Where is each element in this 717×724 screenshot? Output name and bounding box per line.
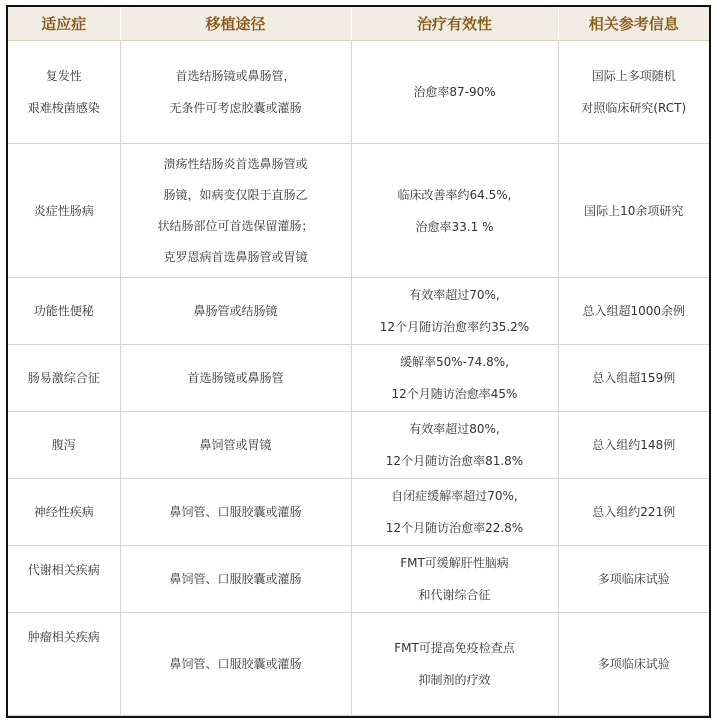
indication-cell [8, 345, 120, 412]
cell-text-line: 功能性便秘 [33, 304, 94, 318]
indication-cell-content [11, 278, 117, 344]
route-cell [120, 546, 351, 613]
cell-text-line: 鼻饲管、口服胶囊或灌肠 [169, 657, 302, 671]
cell-text-line: 12个月随访治愈率约35.2% [379, 320, 530, 334]
efficacy-cell [351, 479, 558, 546]
reference-cell-content [562, 278, 707, 344]
cell-text-line: 肠镜，如病变仅限于直肠乙 [163, 187, 308, 202]
cell-text-line: 12个月随访治愈率45% [391, 387, 518, 401]
route-cell-content [124, 479, 348, 545]
efficacy-cell [351, 613, 558, 716]
cell-text-line: 有效率超过70%, [409, 288, 500, 302]
route-cell-content [124, 412, 348, 478]
fmt-indication-table [8, 7, 709, 716]
indication-cell-content [11, 613, 117, 715]
cell-text-line: 首选结肠镜或鼻肠管， [175, 69, 296, 83]
route-cell-content [124, 345, 348, 411]
header-row [8, 7, 709, 41]
indication-cell [8, 144, 120, 278]
table-row [8, 613, 709, 716]
cell-text-line: 治愈率33.1 % [415, 219, 494, 234]
efficacy-cell-content [355, 278, 555, 344]
indication-cell-content [11, 479, 117, 545]
cell-text-line: 溃疡性结肠炎首选鼻肠管或 [163, 156, 308, 171]
efficacy-cell [351, 412, 558, 479]
cell-text-line: 12个月随访治愈率81.8% [385, 454, 524, 468]
cell-text-line: 多项临床试验 [597, 657, 670, 671]
cell-text-line: 状结肠部位可首选保留灌肠； [157, 218, 314, 233]
cell-text-line: 肠易激综合征 [27, 371, 100, 385]
indication-cell [8, 278, 120, 345]
route-cell [120, 345, 351, 412]
reference-cell-content [562, 144, 707, 277]
cell-text-line: 对照临床研究(RCT) [581, 101, 687, 115]
table-row [8, 546, 709, 613]
cell-text-line: 12个月随访治愈率22.8% [385, 521, 524, 535]
cell-text-line: 克罗恩病首选鼻肠管或胃镜 [163, 249, 308, 264]
cell-text-line: 复发性 [45, 69, 82, 83]
cell-text-line: 鼻饲管、口服胶囊或灌肠 [169, 572, 302, 586]
cell-text-line: 鼻饲管、口服胶囊或灌肠 [169, 505, 302, 519]
efficacy-cell [351, 278, 558, 345]
reference-cell [558, 41, 709, 144]
header-reference: 相关参考信息 [558, 7, 709, 41]
cell-text-line: 总入组超159例 [592, 371, 676, 385]
cell-text-line: 抑制剂的疗效 [418, 673, 491, 687]
route-cell [120, 144, 351, 278]
route-cell [120, 278, 351, 345]
cell-text-line: 国际上10余项研究 [584, 203, 684, 218]
indication-cell-content [11, 345, 117, 411]
efficacy-cell-content [355, 345, 555, 411]
cell-text-line: 有效率超过80%, [409, 422, 500, 436]
table-row [8, 479, 709, 546]
cell-text-line: 治愈率87-90% [413, 85, 496, 99]
indication-cell-content [11, 412, 117, 478]
table-row [8, 41, 709, 144]
cell-text-line: 总入组约221例 [592, 505, 676, 519]
efficacy-cell-content [355, 613, 555, 715]
route-cell-content [124, 613, 348, 715]
indication-cell [8, 412, 120, 479]
cell-text-line: 总入组约148例 [592, 438, 676, 452]
cell-text-line: FMT可提高免疫检查点 [394, 641, 515, 655]
indication-cell-content [11, 41, 117, 143]
reference-cell [558, 345, 709, 412]
cell-text-line: 炎症性肠病 [33, 203, 94, 218]
cell-text-line: 缓解率50%-74.8%, [400, 355, 509, 369]
fmt-indication-table-frame [6, 5, 711, 718]
reference-cell [558, 479, 709, 546]
cell-text-line: 国际上多项随机 [591, 69, 676, 83]
indication-cell-content [11, 144, 117, 277]
header-indication: 适应症 [8, 7, 120, 41]
reference-cell [558, 278, 709, 345]
cell-text-line: 首选肠镜或鼻肠管 [187, 371, 284, 385]
indication-cell [8, 546, 120, 613]
indication-cell [8, 479, 120, 546]
reference-cell-content [562, 613, 707, 715]
header-route: 移植途径 [120, 7, 351, 41]
indication-cell-content [11, 546, 117, 612]
cell-text-line: 腹泻 [51, 438, 76, 452]
route-cell [120, 412, 351, 479]
reference-cell [558, 412, 709, 479]
route-cell [120, 41, 351, 144]
efficacy-cell-content [355, 546, 555, 612]
route-cell [120, 479, 351, 546]
efficacy-cell-content [355, 41, 555, 143]
cell-text-line: 临床改善率约64.5%, [397, 187, 512, 202]
reference-cell-content [562, 412, 707, 478]
header-efficacy: 治疗有效性 [351, 7, 558, 41]
reference-cell-content [562, 546, 707, 612]
reference-cell-content [562, 41, 707, 143]
table-row [8, 278, 709, 345]
reference-cell-content [562, 479, 707, 545]
route-cell-content [124, 144, 348, 277]
route-cell-content [124, 278, 348, 344]
cell-text-line: 和代谢综合征 [418, 588, 491, 602]
reference-cell [558, 546, 709, 613]
route-cell-content [124, 546, 348, 612]
cell-text-line: FMT可缓解肝性脑病 [400, 556, 509, 570]
cell-text-line: 艰难梭菌感染 [27, 101, 100, 115]
table-row [8, 412, 709, 479]
reference-cell [558, 144, 709, 278]
efficacy-cell [351, 345, 558, 412]
reference-cell [558, 613, 709, 716]
efficacy-cell [351, 546, 558, 613]
cell-text-line: 鼻饲管或胃镜 [199, 438, 272, 452]
efficacy-cell-content [355, 412, 555, 478]
indication-cell [8, 41, 120, 144]
efficacy-cell [351, 41, 558, 144]
cell-text-line: 代谢相关疾病 [27, 563, 100, 577]
efficacy-cell-content [355, 144, 555, 277]
reference-cell-content [562, 345, 707, 411]
cell-text-line: 无条件可考虑胶囊或灌肠 [169, 101, 302, 115]
cell-text-line: 多项临床试验 [597, 572, 670, 586]
cell-text-line: 自闭症缓解率超过70%, [391, 489, 518, 503]
cell-text-line: 神经性疾病 [33, 505, 94, 519]
cell-text-line: 肿瘤相关疾病 [27, 630, 100, 644]
indication-cell [8, 613, 120, 716]
route-cell [120, 613, 351, 716]
efficacy-cell-content [355, 479, 555, 545]
efficacy-cell [351, 144, 558, 278]
table-row [8, 144, 709, 278]
route-cell-content [124, 41, 348, 143]
cell-text-line: 鼻肠管或结肠镜 [193, 304, 278, 318]
table-row [8, 345, 709, 412]
cell-text-line: 总入组超1000余例 [582, 304, 686, 318]
